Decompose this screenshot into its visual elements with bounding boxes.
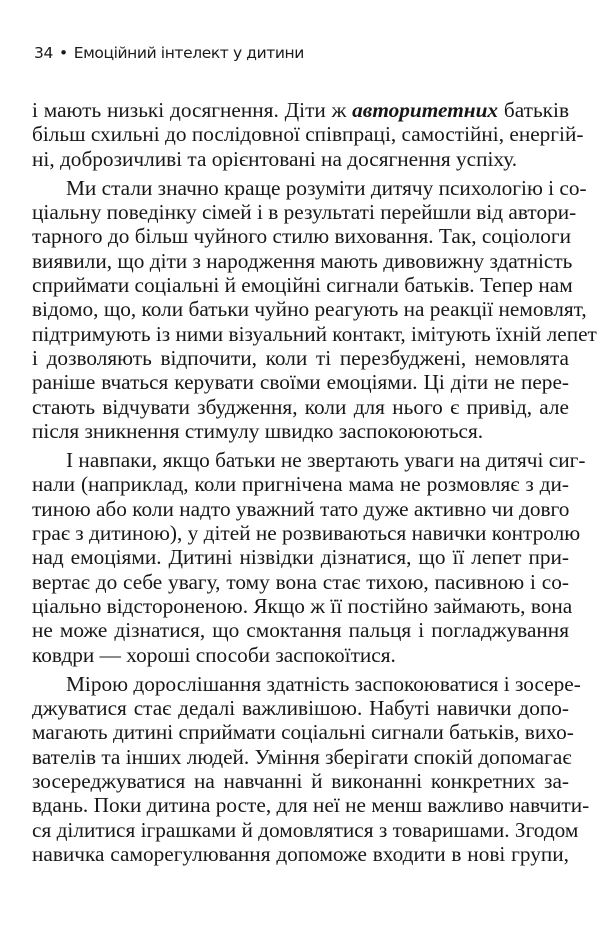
paragraph xyxy=(32,448,586,667)
paragraph xyxy=(32,671,590,866)
text-line: ся ділитися іграшками й домовлятися з товаришами. Згодом xyxy=(32,817,579,842)
text-line: стають відчувати збудження, коли для нього є привід, але xyxy=(32,394,569,419)
text-line: сприймати соціальні й емоційні сигнали батьків. Тепер нам xyxy=(32,273,573,298)
paragraph xyxy=(32,98,584,171)
paragraph xyxy=(32,175,597,443)
text-line: грає з дитиною), у дітей не розвиваються навички контролю xyxy=(32,521,581,546)
text-line: вертає до себе увагу, тому вона стає тихою, пасивною і со- xyxy=(32,569,569,594)
text-line: тарного до більш чуйного стилю виховання. Так, соціологи xyxy=(32,224,572,249)
text-line xyxy=(32,98,569,122)
text-line: джуватися стає дедалі важливішою. Набуті навички допо- xyxy=(32,696,569,721)
running-header xyxy=(34,44,304,62)
text-segment: і мають низькі досягнення. Діти ж xyxy=(32,98,353,122)
text-segment: батьків xyxy=(498,98,570,122)
text-line: і дозволяють відпочити, коли ті перезбуджені, немовлята xyxy=(32,345,569,370)
text-line: нали (наприклад, коли пригнічена мама не розмовляє з ди- xyxy=(32,472,569,497)
text-line: не може дізнатися, що смоктання пальця і погладжування xyxy=(32,618,569,643)
text-line: зосереджуватися на навчанні й виконанні конкретних за- xyxy=(32,769,569,794)
text-line: Ми стали значно краще розуміти дитячу психологію і со- xyxy=(66,175,587,200)
text-line: ні, доброзичливі та орієнтовані на досягнення успіху. xyxy=(32,146,518,171)
text-line: магають дитині сприймати соціальні сигнали батьків, вихо- xyxy=(32,720,574,745)
text-line: ковдри — хороші способи заспокоїтися. xyxy=(32,642,396,667)
text-line: вателів та інших людей. Уміння зберігати спокій допомагає xyxy=(32,744,572,769)
header-bullet: • xyxy=(58,44,68,62)
text-line: навичка саморегулювання допоможе входити в нові групи, xyxy=(32,841,569,866)
text-line: вдань. Поки дитина росте, для неї не менш важливо навчити- xyxy=(32,793,590,818)
text-line: тиною або коли надто уважний тато дуже активно чи довго xyxy=(32,496,570,521)
text-line: підтримують із ними візуальний контакт, імітують їхній лепет xyxy=(32,321,597,346)
emphasized-word: авторитетних xyxy=(352,98,499,122)
page-number: 34 xyxy=(34,44,53,62)
book-title: Емоційний інтелект у дитини xyxy=(73,44,304,62)
text-line: ціально відстороненою. Якщо ж її постійно займають, вона xyxy=(32,593,573,618)
text-line: І навпаки, якщо батьки не звертають уваги на дитячі сиг- xyxy=(66,448,586,473)
text-line: над емоціями. Дитині нізвідки дізнатися, що її лепет при- xyxy=(32,545,569,570)
text-line: раніше вчаться керувати своїми емоціями. Ці діти не пере- xyxy=(32,370,569,395)
body-text xyxy=(32,98,597,871)
text-line: ціальну поведінку сімей і в результаті перейшли від автори- xyxy=(32,200,577,225)
text-line: відомо, що, коли батьки чуйно реагують на реакції немовлят, xyxy=(32,297,587,322)
text-line: Мірою дорослішання здатність заспокоюватися і зосере- xyxy=(66,671,581,696)
text-line: більш схильні до послідовної співпраці, самостійні, енергій- xyxy=(32,122,584,147)
text-line: після зникнення стимулу швидко заспокоюються. xyxy=(32,418,484,443)
text-line: виявили, що діти з народження мають дивовижну здатність xyxy=(32,248,573,273)
